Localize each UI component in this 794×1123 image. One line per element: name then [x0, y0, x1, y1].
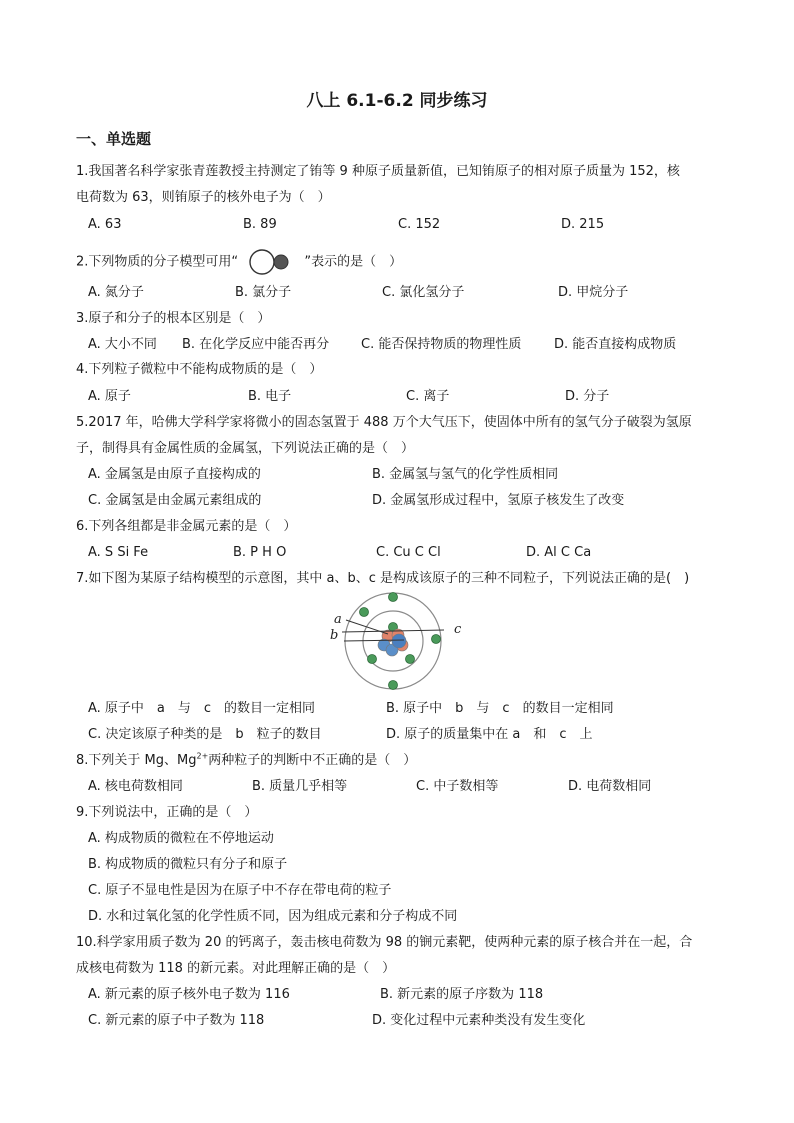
- q10-option-b[interactable]: B. 新元素的原子序数为 118: [380, 987, 544, 1002]
- q2-option-d[interactable]: D. 甲烷分子: [558, 285, 629, 300]
- q8-option-a[interactable]: A. 核电荷数相同: [88, 779, 183, 794]
- q6-option-c[interactable]: C. Cu C Cl: [376, 545, 441, 560]
- q2-stem-post: ”表示的是（ ）: [304, 254, 403, 270]
- q4-option-a[interactable]: A. 原子: [88, 389, 131, 404]
- q10-option-d[interactable]: D. 变化过程中元素种类没有发生变化: [372, 1013, 586, 1028]
- q8-option-c[interactable]: C. 中子数相等: [416, 779, 499, 794]
- question-1-stem-cont: 电荷数为 63，则铕原子的核外电子为（ ）: [76, 190, 331, 205]
- question-1-stem: 1.我国著名科学家张青莲教授主持测定了铕等 9 种原子质量新值，已知铕原子的相对原子质量为 152，核: [76, 164, 680, 179]
- label-b: b: [330, 628, 339, 643]
- q9-option-a[interactable]: A. 构成物质的微粒在不停地运动: [88, 831, 274, 846]
- q8-stem-post: 两种粒子的判断中不正确的是（ ）: [208, 753, 417, 768]
- q2-option-a[interactable]: A. 氮分子: [88, 285, 144, 300]
- question-6-stem: 6.下列各组都是非金属元素的是（ ）: [76, 519, 297, 534]
- question-10-stem-cont: 成核电荷数为 118 的新元素。对此理解正确的是（ ）: [76, 961, 396, 976]
- q6-option-b[interactable]: B. P H O: [233, 545, 287, 560]
- q5-option-c[interactable]: C. 金属氢是由金属元素组成的: [88, 493, 262, 508]
- atom-structure-diagram: [324, 589, 474, 695]
- q4-option-d[interactable]: D. 分子: [565, 389, 610, 404]
- label-c: c: [454, 622, 462, 637]
- q4-option-c[interactable]: C. 离子: [406, 389, 450, 404]
- q1-option-a[interactable]: A. 63: [88, 217, 122, 232]
- page-title: 八上 6.1-6.2 同步练习: [306, 91, 488, 111]
- question-9-stem: 9.下列说法中，正确的是（ ）: [76, 805, 258, 820]
- q9-option-d[interactable]: D. 水和过氧化氢的化学性质不同，因为组成元素和分子构成不同: [88, 909, 458, 924]
- q2-option-c[interactable]: C. 氯化氢分子: [382, 285, 465, 300]
- q2-stem-pre: 2.下列物质的分子模型可用“: [76, 254, 239, 270]
- question-8-stem: [76, 752, 416, 770]
- q7-option-b[interactable]: B. 原子中 b 与 c 的数目一定相同: [386, 701, 614, 716]
- q1-option-c[interactable]: C. 152: [398, 217, 441, 232]
- question-2-stem: [76, 249, 402, 275]
- q9-option-c[interactable]: C. 原子不显电性是因为在原子中不存在带电荷的粒子: [88, 883, 392, 898]
- q9-option-b[interactable]: B. 构成物质的微粒只有分子和原子: [88, 857, 288, 872]
- q6-option-d[interactable]: D. Al C Ca: [526, 545, 592, 560]
- q7-option-a[interactable]: A. 原子中 a 与 c 的数目一定相同: [88, 701, 316, 716]
- q5-option-a[interactable]: A. 金属氢是由原子直接构成的: [88, 467, 261, 482]
- question-4-stem: 4.下列粒子微粒中不能构成物质的是（ ）: [76, 362, 323, 377]
- q3-option-a[interactable]: A. 大小不同: [88, 337, 157, 352]
- q5-option-b[interactable]: B. 金属氢与氢气的化学性质相同: [372, 467, 559, 482]
- q6-option-a[interactable]: A. S Si Fe: [88, 545, 149, 560]
- q3-option-b[interactable]: B. 在化学反应中能否再分: [182, 337, 330, 352]
- q4-option-b[interactable]: B. 电子: [248, 389, 292, 404]
- q8-option-b[interactable]: B. 质量几乎相等: [252, 779, 348, 794]
- q1-option-b[interactable]: B. 89: [243, 217, 277, 232]
- q1-option-d[interactable]: D. 215: [561, 217, 605, 232]
- question-7-stem: 7.如下图为某原子结构模型的示意图，其中 a、b、c 是构成该原子的三种不同粒子，下列说法正确的是( ): [76, 571, 690, 586]
- q7-option-d[interactable]: D. 原子的质量集中在 a 和 c 上: [386, 727, 593, 742]
- question-3-stem: 3.原子和分子的根本区别是（ ）: [76, 311, 271, 326]
- q8-option-d[interactable]: D. 电荷数相同: [568, 779, 652, 794]
- question-10-stem: 10.科学家用质子数为 20 的钙离子，轰击核电荷数为 98 的锎元素靶，使两种元素的原子核合并在一起，合: [76, 935, 693, 950]
- q3-option-d[interactable]: D. 能否直接构成物质: [554, 337, 677, 352]
- q10-option-a[interactable]: A. 新元素的原子核外电子数为 116: [88, 987, 290, 1002]
- question-5-stem-cont: 子，制得具有金属性质的金属氢，下列说法正确的是（ ）: [76, 441, 415, 456]
- q10-option-c[interactable]: C. 新元素的原子中子数为 118: [88, 1013, 265, 1028]
- q8-stem-pre: 8.下列关于 Mg、Mg: [76, 753, 197, 768]
- q5-option-d[interactable]: D. 金属氢形成过程中，氢原子核发生了改变: [372, 493, 625, 508]
- molecule-model-icon: [248, 249, 294, 275]
- q7-option-c[interactable]: C. 决定该原子种类的是 b 粒子的数目: [88, 727, 322, 742]
- q2-option-b[interactable]: B. 氯分子: [235, 285, 292, 300]
- section-heading: 一、单选题: [76, 130, 152, 148]
- question-5-stem: 5.2017 年，哈佛大学科学家将微小的固态氢置于 488 万个大气压下，使固体中所有的氢气分子破裂为氢原: [76, 415, 692, 430]
- q8-charge-superscript: 2+: [196, 751, 209, 761]
- label-a: a: [334, 612, 342, 627]
- q3-option-c[interactable]: C. 能否保持物质的物理性质: [361, 337, 522, 352]
